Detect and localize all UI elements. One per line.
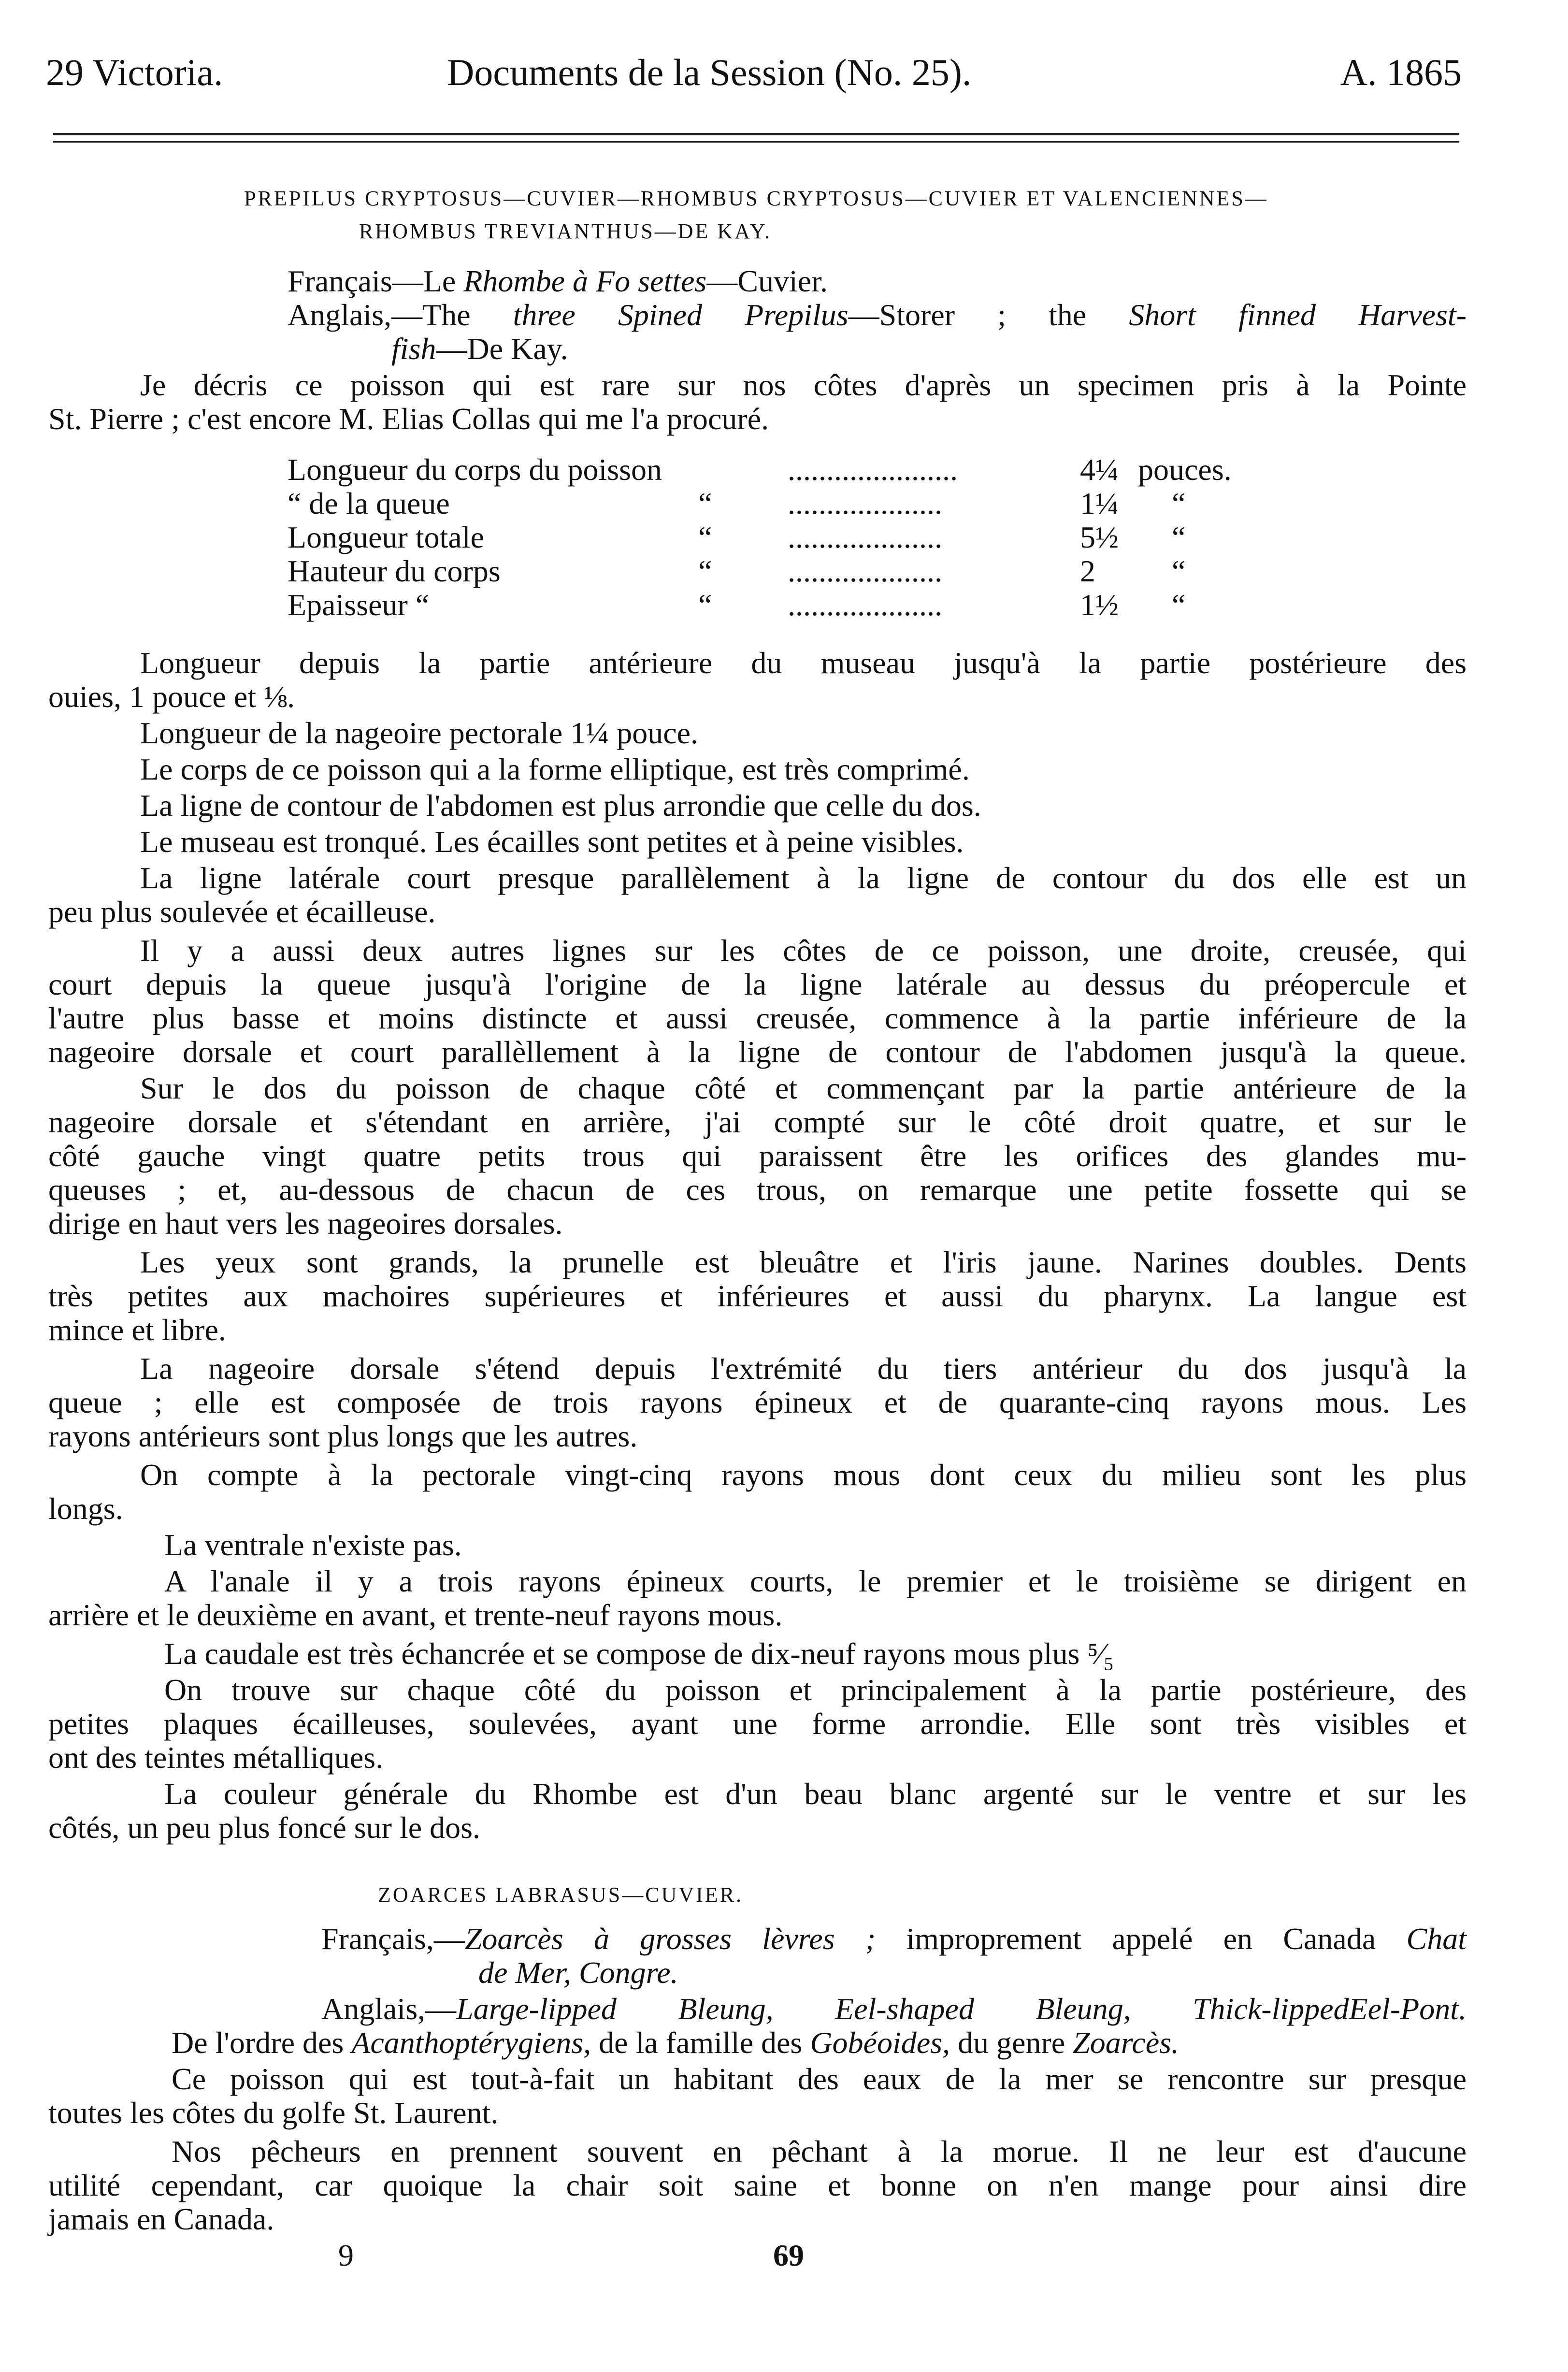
- measurement-ditto: “: [698, 554, 712, 588]
- measurement-row: [288, 520, 1351, 555]
- measurement-unit: “: [1172, 520, 1186, 554]
- measurement-leader: ....................: [788, 520, 942, 554]
- paragraph-line: queuses ; et, au-dessous de chacun de ces trous, on remarque une petite fossette qui se: [48, 1172, 1467, 1207]
- header-title: Documents de la Session (No. 25).: [447, 51, 972, 93]
- measurement-row: [288, 452, 1351, 488]
- species-heading-line-2: RHOMBUS TREVIANTHUS—DE KAY.: [359, 219, 772, 243]
- measurement-value: 1¼: [1080, 486, 1119, 521]
- measurement-label: Longueur du corps du poisson: [288, 452, 662, 487]
- measurement-leader: ....................: [788, 554, 942, 588]
- paragraph-line: Il y a aussi deux autres lignes sur les côtes de ce poisson, une droite, creusée, qui: [140, 933, 1467, 968]
- paragraph-line: utilité cependant, car quoique la chair soit saine et bonne on n'en mange pour ainsi dire: [48, 2168, 1467, 2202]
- english-name-line: Anglais,—Large-lipped Bleung, Eel-shaped Bleung, Thick-lippedEel-Pont.: [321, 1992, 1467, 2026]
- english-name-line: Anglais,—The three Spined Prepilus—Storer ; the Short finned Harvest-: [288, 298, 1467, 332]
- paragraph-line: Je décris ce poisson qui est rare sur nos côtes d'après un specimen pris à la Pointe: [140, 368, 1467, 402]
- header-rule-thin: [53, 141, 1459, 143]
- measurement-value: 2: [1080, 554, 1095, 588]
- paragraph-line: Ce poisson qui est tout-à-fait un habitant des eaux de la mer se rencontre sur presque: [172, 2062, 1467, 2096]
- measurement-ditto: “: [698, 520, 712, 554]
- measurement-label: Hauteur du corps: [288, 554, 501, 588]
- header-rule: [53, 133, 1459, 135]
- measurement-unit: pouces.: [1138, 452, 1232, 487]
- running-header: [46, 46, 1462, 99]
- paragraph-line: Le museau est tronqué. Les écailles sont petites et à peine visibles.: [140, 824, 964, 859]
- measurement-unit: “: [1172, 486, 1186, 521]
- paragraph-line: Sur le dos du poisson de chaque côté et commençant par la partie antérieure de la: [140, 1071, 1467, 1105]
- header-volume: A. 1865: [1340, 51, 1462, 93]
- measurement-label: Longueur totale: [288, 520, 484, 554]
- measurement-value: 5½: [1080, 520, 1119, 554]
- paragraph-line: peu plus soulevée et écailleuse.: [48, 895, 436, 929]
- measurement-unit: “: [1172, 588, 1186, 622]
- paragraph-line: queue ; elle est composée de trois rayons épineux et de quarante-cinq rayons mous. Les: [48, 1385, 1467, 1419]
- paragraph-line: arrière et le deuxième en avant, et trente-neuf rayons mous.: [48, 1598, 783, 1632]
- page-number: 69: [773, 2238, 804, 2272]
- paragraph-line: Les yeux sont grands, la prunelle est bleuâtre et l'iris jaune. Narines doubles. Dents: [140, 1245, 1467, 1279]
- paragraph-line: ouies, 1 pouce et ⅛.: [48, 680, 295, 714]
- french-name-line: Français—Le Rhombe à Fo settes—Cuvier.: [288, 264, 828, 298]
- paragraph-line: dirige en haut vers les nageoires dorsales.: [48, 1206, 563, 1241]
- measurement-label: Epaisseur “: [288, 588, 430, 622]
- french-name-line-2: de Mer, Congre.: [478, 1955, 678, 1990]
- paragraph-line: l'autre plus basse et moins distincte et aussi creusée, commence à la partie inférieure de la: [48, 1001, 1467, 1035]
- paragraph-line: nageoire dorsale et court parallèllement à la ligne de contour de l'abdomen jusqu'à la queue.: [48, 1035, 1467, 1069]
- measurement-leader: ......................: [788, 452, 958, 487]
- paragraph-line: jamais en Canada.: [48, 2202, 274, 2236]
- paragraph-line: côté gauche vingt quatre petits trous qui paraissent être les orifices des glandes mu-: [48, 1139, 1467, 1173]
- paragraph-line: Longueur depuis la partie antérieure du museau jusqu'à la partie postérieure des: [140, 646, 1467, 680]
- measurement-row: [288, 587, 1351, 623]
- species-heading-line-1: PREPILUS CRYPTOSUS—CUVIER—RHOMBUS CRYPTOSUS—CUVIER ET VALENCIENNES—: [244, 187, 1268, 210]
- species-heading-zoarces: ZOARCES LABRASUS—CUVIER.: [377, 1883, 744, 1907]
- french-name-line: Français,—Zoarcès à grosses lèvres ; improprement appelé en Canada Chat: [321, 1922, 1467, 1956]
- paragraph-line: petites plaques écailleuses, soulevées, ayant une forme arrondie. Elle sont très visibles et: [48, 1707, 1467, 1741]
- paragraph-line: Longueur de la nageoire pectorale 1¼ pouce.: [140, 716, 699, 750]
- paragraph-line: très petites aux machoires supérieures et inférieures et aussi du pharynx. La langue est: [48, 1279, 1467, 1313]
- measurement-value: 1½: [1080, 588, 1119, 622]
- paragraph-line: La ventrale n'existe pas.: [164, 1528, 462, 1562]
- paragraph-line: La ligne de contour de l'abdomen est plus arrondie que celle du dos.: [140, 788, 981, 823]
- paragraph-line: La couleur générale du Rhombe est d'un beau blanc argenté sur le ventre et sur les: [164, 1777, 1467, 1811]
- header-year: 29 Victoria.: [46, 51, 223, 93]
- classification-line: De l'ordre des Acanthoptérygiens, de la famille des Gobéoides, du genre Zoarcès.: [172, 2025, 1179, 2060]
- measurement-label: “ de la queue: [288, 486, 450, 521]
- english-name-line-2: fish—De Kay.: [391, 332, 568, 366]
- paragraph-line: Nos pêcheurs en prennent souvent en pêchant à la morue. Il ne leur est d'aucune: [172, 2134, 1467, 2169]
- measurement-row: [288, 553, 1351, 589]
- measurement-value: 4¼: [1080, 452, 1119, 487]
- paragraph-line: ont des teintes métalliques.: [48, 1740, 384, 1775]
- paragraph-line: côtés, un peu plus foncé sur le dos.: [48, 1810, 481, 1845]
- measurement-ditto: “: [698, 588, 712, 622]
- measurement-row: [288, 486, 1351, 521]
- measurement-leader: ....................: [788, 486, 942, 521]
- paragraph-line: St. Pierre ; c'est encore M. Elias Collas qui me l'a procuré.: [48, 402, 769, 436]
- paragraph-line: La ligne latérale court presque parallèlement à la ligne de contour du dos elle est un: [140, 861, 1467, 895]
- measurement-leader: ....................: [788, 588, 942, 622]
- paragraph-line: La nageoire dorsale s'étend depuis l'extrémité du tiers antérieur du dos jusqu'à la: [140, 1351, 1467, 1386]
- paragraph-line: mince et libre.: [48, 1313, 226, 1347]
- paragraph-line: toutes les côtes du golfe St. Laurent.: [48, 2096, 499, 2130]
- measurement-unit: “: [1172, 554, 1186, 588]
- paragraph-line: La caudale est très échancrée et se compose de dix-neuf rayons mous plus ⁵⁄₅: [164, 1636, 1114, 1671]
- paragraph-line: On compte à la pectorale vingt-cinq rayons mous dont ceux du milieu sont les plus: [140, 1458, 1467, 1492]
- paragraph-line: Le corps de ce poisson qui a la forme elliptique, est très comprimé.: [140, 752, 970, 786]
- paragraph-line: rayons antérieurs sont plus longs que les autres.: [48, 1419, 638, 1453]
- paragraph-line: nageoire dorsale et s'étendant en arrière, j'ai compté sur le côté droit quatre, et sur le: [48, 1105, 1467, 1139]
- paragraph-line: A l'anale il y a trois rayons épineux courts, le premier et le troisième se dirigent en: [164, 1564, 1467, 1598]
- paragraph-line: On trouve sur chaque côté du poisson et principalement à la partie postérieure, des: [164, 1673, 1467, 1707]
- footer-signature-number: 9: [338, 2238, 354, 2272]
- measurement-ditto: “: [698, 486, 712, 521]
- paragraph-line: longs.: [48, 1491, 123, 1526]
- paragraph-line: court depuis la queue jusqu'à l'origine de la ligne latérale au dessus du préopercule et: [48, 967, 1467, 1001]
